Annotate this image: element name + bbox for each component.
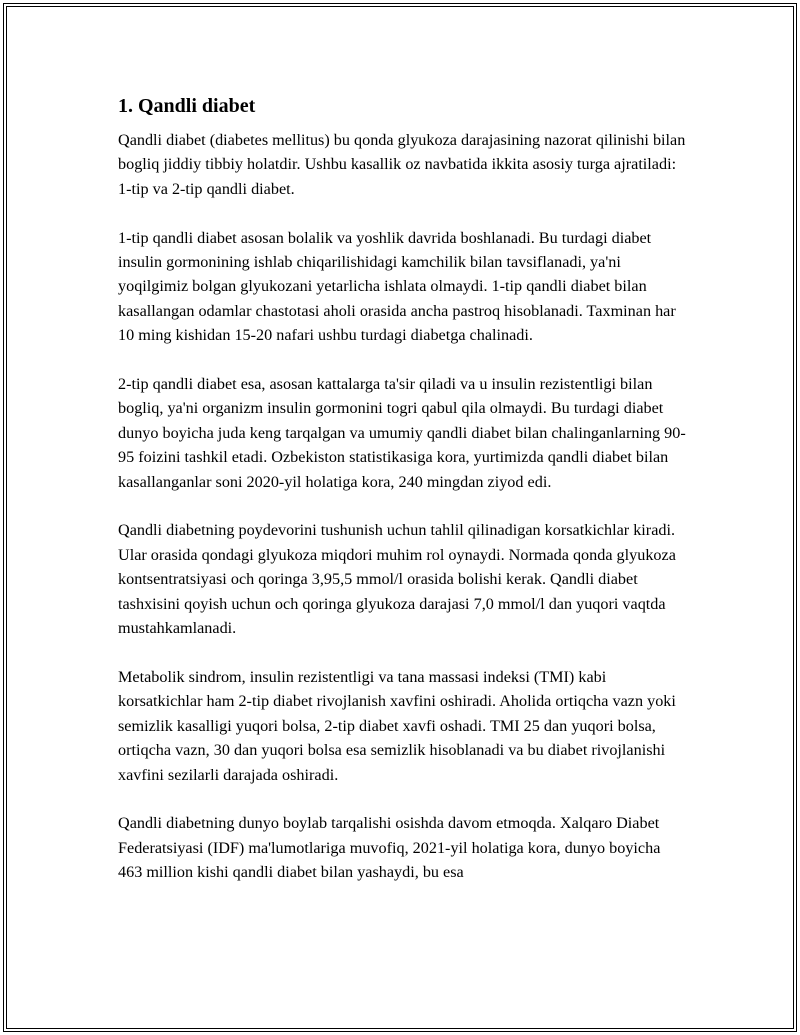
document-body (118, 92, 688, 909)
paragraph-metabolic: Metabolik sindrom, insulin rezistentligi va tana massasi indeksi (TMI) kabi korsatkichlar ham 2-tip diabet rivojlanish xavfini oshiradi. Aholida ortiqcha vazn yoki semizlik kasalligi yuqori bolsa, 2-tip diabet xavfi oshadi. TMI 25 dan yuqori bolsa, ortiqcha vazn, 30 dan yuqori bolsa esa semizlik hisoblanadi va bu diabet rivojlanishi xavfini sezilarli darajada oshiradi. (118, 667, 676, 784)
paragraph-indicators: Qandli diabetning poydevorini tushunish uchun tahlil qilinadigan korsatkichlar kiradi. Ular orasida qondagi glyukoza miqdori muhim rol oynaydi. Normada qonda glyukoza kontsentratsiyasi och qoringa 3,95,5 mmol/l orasida bolishi kerak. Qandli diabet tashxisini qoyish uchun och qoringa glyukoza darajasi 7,0 mmol/l dan yuqori vaqtda mustahkamlanadi. (118, 521, 676, 638)
paragraph-intro: Qandli diabet (diabetes mellitus) bu qonda glyukoza darajasining nazorat qilinishi bilan bogliq jiddiy tibbiy holatdir. Ushbu kasallik oz navbatida ikkita asosiy turga ajratiladi: 1-tip va 2-tip qandli diabet. (118, 131, 686, 198)
paragraph-type2: 2-tip qandli diabet esa, asosan kattalarga ta'sir qiladi va u insulin rezistentligi bilan bogliq, ya'ni organizm insulin gormonini togri qabul qila olmaydi. Bu turdagi diabet dunyo boyicha juda keng tarqalgan va umumiy qandli diabet bilan chalinganlarning 90-95 foizini tashkil etadi. Ozbekiston statistikasiga kora, yurtimizda qandli diabet bilan kasallanganlar soni 2020-yil holatiga kora, 240 mingdan ziyod edi. (118, 375, 686, 491)
paragraph-type1: 1-tip qandli diabet asosan bolalik va yoshlik davrida boshlanadi. Bu turdagi diabet insulin gormonining ishlab chiqarilishidagi kamchilik bilan tavsiflanadi, ya'ni yoqilgimiz bolgan glyukozani yetarlicha ishlata olmaydi. 1-tip qandli diabet bilan kasallangan odamlar chastotasi aholi orasida ancha pastroq hisoblanadi. Taxminan har 10 ming kishidan 15-20 nafari ushbu turdagi diabetga chalinadi. (118, 228, 676, 345)
paragraph-global: Qandli diabetning dunyo boylab tarqalishi osishda davom etmoqda. Xalqaro Diabet Federatsiyasi (IDF) ma'lumotlariga muvofiq, 2021-yil holatiga kora, dunyo boyicha 463 million kishi qandli diabet bilan yashaydi, bu esa (118, 814, 661, 882)
section-heading: 1. Qandli diabet (118, 95, 256, 117)
